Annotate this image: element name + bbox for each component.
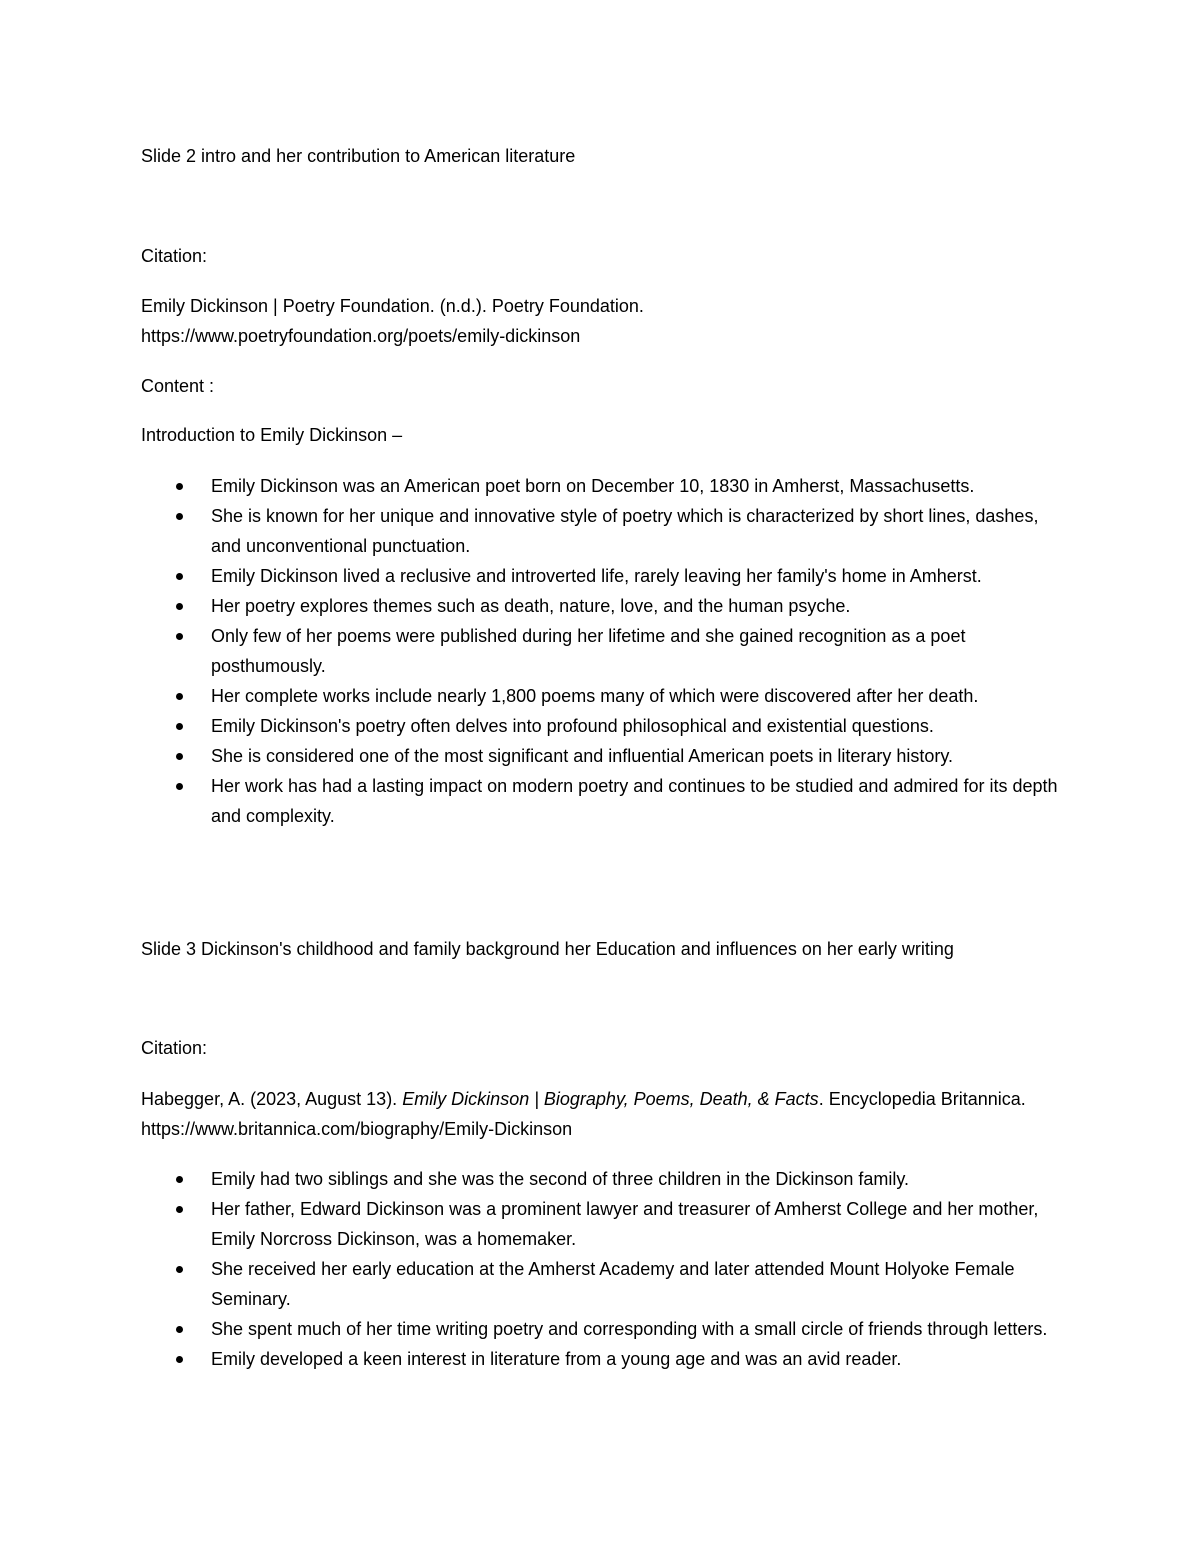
citation-author: Habegger, A. (2023, August 13). [141,1089,403,1109]
slide3-citation [141,1084,1071,1144]
citation-source: . Encyclopedia Britannica. https://www.britannica.com/biography/Emily-Dickinson [141,1089,1026,1139]
slide2-bullet-list [141,471,1071,831]
list-item: She spent much of her time writing poetry and corresponding with a small circle of friends through letters. [141,1314,1071,1344]
list-item: Emily developed a keen interest in literature from a young age and was an avid reader. [141,1344,1071,1374]
slide2-citation [141,291,1071,351]
slide2-heading: Slide 2 intro and her contribution to American literature [141,146,576,166]
slide2-citation-label: Citation: [141,246,208,266]
list-item: She is considered one of the most significant and influential American poets in literary history. [141,741,1071,771]
slide2-citation-line1: Emily Dickinson | Poetry Foundation. (n.d.). Poetry Foundation. [141,296,644,316]
list-item: Her poetry explores themes such as death, nature, love, and the human psyche. [141,591,1071,621]
list-item: Her complete works include nearly 1,800 poems many of which were discovered after her death. [141,681,1071,711]
citation-title: Emily Dickinson | Biography, Poems, Death, & Facts [402,1089,819,1109]
slide3-citation-label: Citation: [141,1038,208,1058]
list-item: Emily Dickinson was an American poet born on December 10, 1830 in Amherst, Massachusetts. [141,471,1071,501]
slide3-bullet-list [141,1164,1071,1374]
list-item: Emily Dickinson lived a reclusive and introverted life, rarely leaving her family's home in Amherst. [141,561,1071,591]
slide2-citation-line2: https://www.poetryfoundation.org/poets/emily-dickinson [141,326,581,346]
list-item: Emily Dickinson's poetry often delves into profound philosophical and existential questions. [141,711,1071,741]
list-item: She received her early education at the Amherst Academy and later attended Mount Holyoke Female Seminary. [141,1254,1071,1314]
list-item: She is known for her unique and innovative style of poetry which is characterized by short lines, dashes, and unconventional punctuation. [141,501,1071,561]
slide3-heading: Slide 3 Dickinson's childhood and family background her Education and influences on her early writing [141,939,954,959]
list-item: Her father, Edward Dickinson was a prominent lawyer and treasurer of Amherst College and her mother, Emily Norcross Dickinson, was a homemaker. [141,1194,1071,1254]
slide2-intro-heading: Introduction to Emily Dickinson – [141,425,403,445]
list-item: Her work has had a lasting impact on modern poetry and continues to be studied and admired for its depth and complexity. [141,771,1071,831]
slide2-content-label: Content : [141,376,215,396]
list-item: Emily had two siblings and she was the second of three children in the Dickinson family. [141,1164,1071,1194]
list-item: Only few of her poems were published during her lifetime and she gained recognition as a poet posthumously. [141,621,1071,681]
